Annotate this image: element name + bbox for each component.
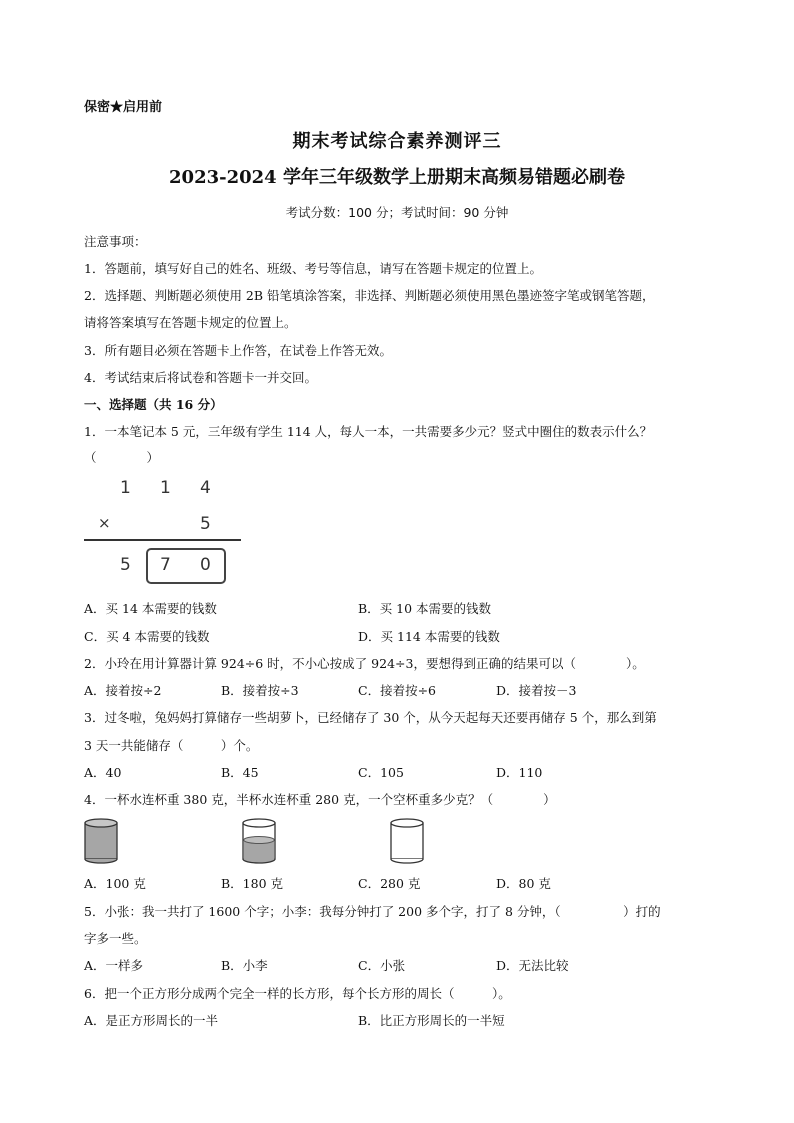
q2-option-a[interactable]: A．接着按÷2 bbox=[84, 683, 162, 698]
q1-option-c[interactable]: C．买 4 本需要的钱数 bbox=[84, 629, 210, 644]
q6-option-a[interactable]: A．是正方形周长的一半 bbox=[84, 1013, 219, 1028]
q6-option-b[interactable]: B．比正方形周长的一半短 bbox=[358, 1013, 505, 1028]
calc-digit: 1 bbox=[160, 478, 171, 498]
cups-svg bbox=[84, 816, 434, 866]
exam-info: 考试分数：100 分；考试时间：90 分钟 bbox=[285, 205, 509, 220]
question-3-text-cont: 3 天一共能储存（ ）个。 bbox=[84, 738, 259, 753]
calc-result-digit: 7 bbox=[160, 555, 171, 575]
q5-option-a[interactable]: A．一样多 bbox=[84, 958, 144, 973]
note-item: 4．考试结束后将试卷和答题卡一并交回。 bbox=[84, 370, 317, 385]
q4-option-b[interactable]: B．180 克 bbox=[221, 876, 284, 891]
q5-option-d[interactable]: D．无法比较 bbox=[496, 958, 569, 973]
circled-number-box bbox=[146, 548, 226, 584]
note-item: 请将答案填写在答题卡规定的位置上。 bbox=[84, 315, 297, 330]
q4-option-a[interactable]: A．100 克 bbox=[84, 876, 146, 891]
q3-option-d[interactable]: D．110 bbox=[496, 765, 543, 780]
calc-digit: 1 bbox=[120, 478, 131, 498]
empty-cup-icon bbox=[391, 819, 423, 863]
q2-option-b[interactable]: B．接着按÷3 bbox=[221, 683, 299, 698]
q5-option-b[interactable]: B．小李 bbox=[221, 958, 268, 973]
q1-option-b[interactable]: B．买 10 本需要的钱数 bbox=[358, 601, 492, 616]
calc-multiplier: 5 bbox=[200, 514, 211, 534]
cups-illustration bbox=[84, 816, 434, 866]
question-1-blank: （ ） bbox=[84, 450, 160, 465]
q3-option-c[interactable]: C．105 bbox=[358, 765, 404, 780]
question-5-text-cont: 字多一些。 bbox=[84, 931, 147, 946]
question-5-text: 5．小张：我一共打了 1600 个字；小李：我每分钟打了 200 多个字，打了 8 分钟，（ ）打的 bbox=[84, 904, 661, 919]
calc-digit: 4 bbox=[200, 478, 211, 498]
exam-subtitle: 2023-2024 学年三年级数学上册期末高频易错题必刷卷 bbox=[169, 167, 625, 188]
section-heading: 一、选择题（共 16 分） bbox=[84, 397, 223, 412]
note-item: 1．答题前，填写好自己的姓名、班级、考号等信息，请写在答题卡规定的位置上。 bbox=[84, 261, 542, 276]
q4-option-c[interactable]: C．280 克 bbox=[358, 876, 421, 891]
q2-option-d[interactable]: D．接着按－3 bbox=[496, 683, 577, 698]
notes-heading: 注意事项： bbox=[84, 234, 147, 249]
q3-option-a[interactable]: A．40 bbox=[84, 765, 122, 780]
note-item: 3．所有题目必须在答题卡上作答，在试卷上作答无效。 bbox=[84, 343, 392, 358]
note-item: 2．选择题、判断题必须使用 2B 铅笔填涂答案，非选择、判断题必须使用黑色墨迹签字笔或钢笔答题， bbox=[84, 288, 655, 303]
q4-option-d[interactable]: D．80 克 bbox=[496, 876, 551, 891]
times-sign: × bbox=[98, 514, 111, 532]
half-cup-icon bbox=[243, 819, 275, 863]
calc-result-digit: 0 bbox=[200, 555, 211, 575]
q2-option-c[interactable]: C．接着按÷6 bbox=[358, 683, 436, 698]
exam-title: 期末考试综合素养测评三 bbox=[292, 131, 502, 152]
calc-result-digit: 5 bbox=[120, 555, 131, 575]
question-6-text: 6．把一个正方形分成两个完全一样的长方形，每个长方形的周长（ ）。 bbox=[84, 986, 511, 1001]
q5-option-c[interactable]: C．小张 bbox=[358, 958, 406, 973]
vertical-multiplication bbox=[84, 470, 244, 585]
question-1-text: 1．一本笔记本 5 元，三年级有学生 114 人，每人一本，一共需要多少元？竖式中圈住的数表示什么？ bbox=[84, 424, 653, 439]
question-4-text: 4．一杯水连杯重 380 克，半杯水连杯重 280 克，一个空杯重多少克？（ ） bbox=[84, 792, 556, 807]
q1-option-a[interactable]: A．买 14 本需要的钱数 bbox=[84, 601, 217, 616]
calc-underline bbox=[84, 539, 241, 541]
q3-option-b[interactable]: B．45 bbox=[221, 765, 259, 780]
question-2-text: 2．小玲在用计算器计算 924÷6 时，不小心按成了 924÷3，要想得到正确的结果可以（ ）。 bbox=[84, 656, 645, 671]
q1-option-d[interactable]: D．买 114 本需要的钱数 bbox=[358, 629, 500, 644]
full-cup-icon bbox=[85, 819, 117, 863]
question-3-text: 3．过冬啦，兔妈妈打算储存一些胡萝卜，已经储存了 30 个，从今天起每天还要再储存 5 个，那么到第 bbox=[84, 710, 657, 725]
confidential-label: 保密★启用前 bbox=[84, 100, 163, 115]
